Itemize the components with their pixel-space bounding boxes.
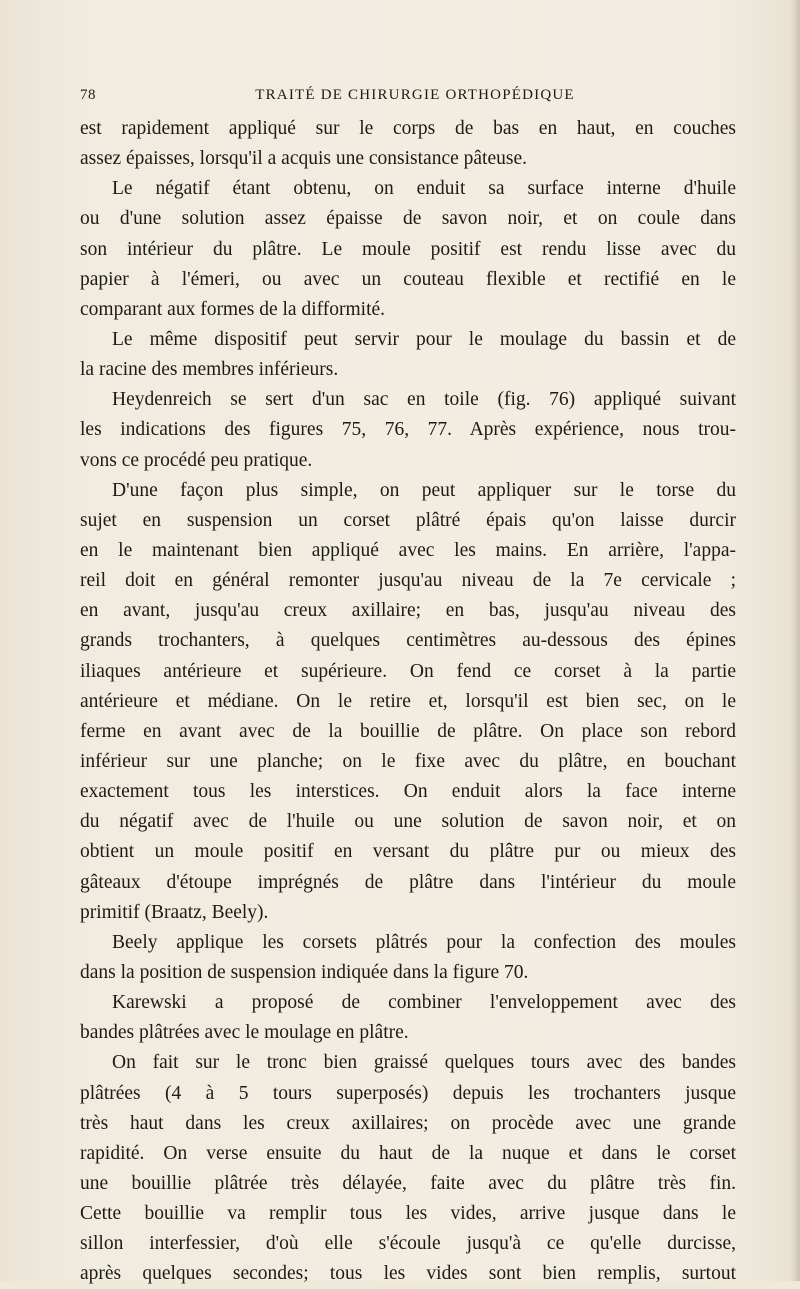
text-line: du négatif avec de l'huile ou une solution de savon noir, et on	[80, 811, 736, 833]
text-line: On fait sur le tronc bien graissé quelques tours avec des bandes	[112, 1052, 736, 1074]
text-line: Le même dispositif peut servir pour le moulage du bassin et de	[112, 328, 736, 350]
text-line: sujet en suspension un corset plâtré épais qu'on laisse durcir	[80, 509, 736, 531]
text-line: gâteaux d'étoupe imprégnés de plâtre dans l'intérieur du moule	[80, 871, 736, 893]
page-header	[80, 87, 730, 109]
body-text	[80, 114, 736, 1289]
text-line: ferme en avant avec de la bouillie de plâtre. On place son rebord	[80, 720, 736, 742]
text-line: ou d'une solution assez épaisse de savon noir, et on coule dans	[80, 208, 736, 230]
paragraph	[80, 928, 736, 988]
text-line: vons ce procédé peu pratique.	[80, 449, 313, 471]
paragraph	[80, 325, 736, 385]
text-line: la racine des membres inférieurs.	[80, 359, 339, 381]
paragraph	[80, 988, 736, 1048]
paragraph	[80, 476, 736, 928]
text-line: est rapidement appliqué sur le corps de bas en haut, en couches	[80, 118, 736, 139]
text-line: exactement tous les interstices. On enduit alors la face interne	[80, 781, 736, 803]
paragraph	[80, 114, 736, 174]
text-line: Heydenreich se sert d'un sac en toile (fig. 76) appliqué suivant	[112, 389, 736, 411]
text-line: plâtrées (4 à 5 tours superposés) depuis les trochanters jusque	[80, 1082, 736, 1104]
text-line: grands trochanters, à quelques centimètres au-dessous des épines	[80, 630, 736, 652]
text-line: inférieur sur une planche; on le fixe avec du plâtre, en bouchant	[80, 750, 736, 772]
text-line: dans la position de suspension indiquée dans la figure 70.	[80, 961, 529, 983]
text-line: obtient un moule positif en versant du plâtre pur ou mieux des	[80, 841, 736, 863]
text-line: papier à l'émeri, ou avec un couteau flexible et rectifié en le	[80, 268, 736, 290]
text-line: assez épaisses, lorsqu'il a acquis une consistance pâteuse.	[80, 148, 527, 170]
text-line: Beely applique les corsets plâtrés pour la confection des moules	[112, 931, 736, 953]
text-line: rapidité. On verse ensuite du haut de la nuque et dans le corset	[80, 1142, 736, 1164]
text-line: en avant, jusqu'au creux axillaire; en bas, jusqu'au niveau des	[80, 600, 736, 622]
page-number: 78	[80, 87, 96, 103]
paragraph	[80, 174, 736, 325]
text-line: en le maintenant bien appliqué avec les mains. En arrière, l'appa-	[80, 539, 736, 561]
text-line: reil doit en général remonter jusqu'au niveau de la 7e cervicale ;	[80, 570, 736, 592]
text-line: Le négatif étant obtenu, on enduit sa surface interne d'huile	[112, 178, 736, 200]
text-line: bandes plâtrées avec le moulage en plâtre.	[80, 1022, 409, 1044]
paragraph	[80, 1048, 736, 1289]
text-line: antérieure et médiane. On le retire et, lorsqu'il est bien sec, on le	[80, 690, 736, 712]
running-title: TRAITÉ DE CHIRURGIE ORTHOPÉDIQUE	[255, 87, 575, 103]
text-line: primitif (Braatz, Beely).	[80, 901, 269, 923]
text-line: une bouillie plâtrée très délayée, faite avec du plâtre très fin.	[80, 1172, 736, 1194]
text-line: Cette bouillie va remplir tous les vides, arrive jusque dans le	[80, 1203, 736, 1225]
text-line: après quelques secondes; tous les vides sont bien remplis, surtout	[80, 1263, 736, 1285]
paragraph	[80, 385, 736, 475]
text-line: D'une façon plus simple, on peut appliquer sur le torse du	[112, 479, 736, 501]
text-line: comparant aux formes de la difformité.	[80, 298, 386, 320]
text-line: iliaques antérieure et supérieure. On fend ce corset à la partie	[80, 660, 736, 682]
text-line: sillon interfessier, d'où elle s'écoule jusqu'à ce qu'elle durcisse,	[80, 1233, 736, 1255]
page-edge-shadow	[790, 0, 800, 1281]
text-line: son intérieur du plâtre. Le moule positif est rendu lisse avec du	[80, 238, 736, 260]
text-line: Karewski a proposé de combiner l'enveloppement avec des	[112, 992, 736, 1014]
text-line: très haut dans les creux axillaires; on procède avec une grande	[80, 1112, 736, 1134]
text-line: les indications des figures 75, 76, 77. Après expérience, nous trou-	[80, 419, 736, 441]
